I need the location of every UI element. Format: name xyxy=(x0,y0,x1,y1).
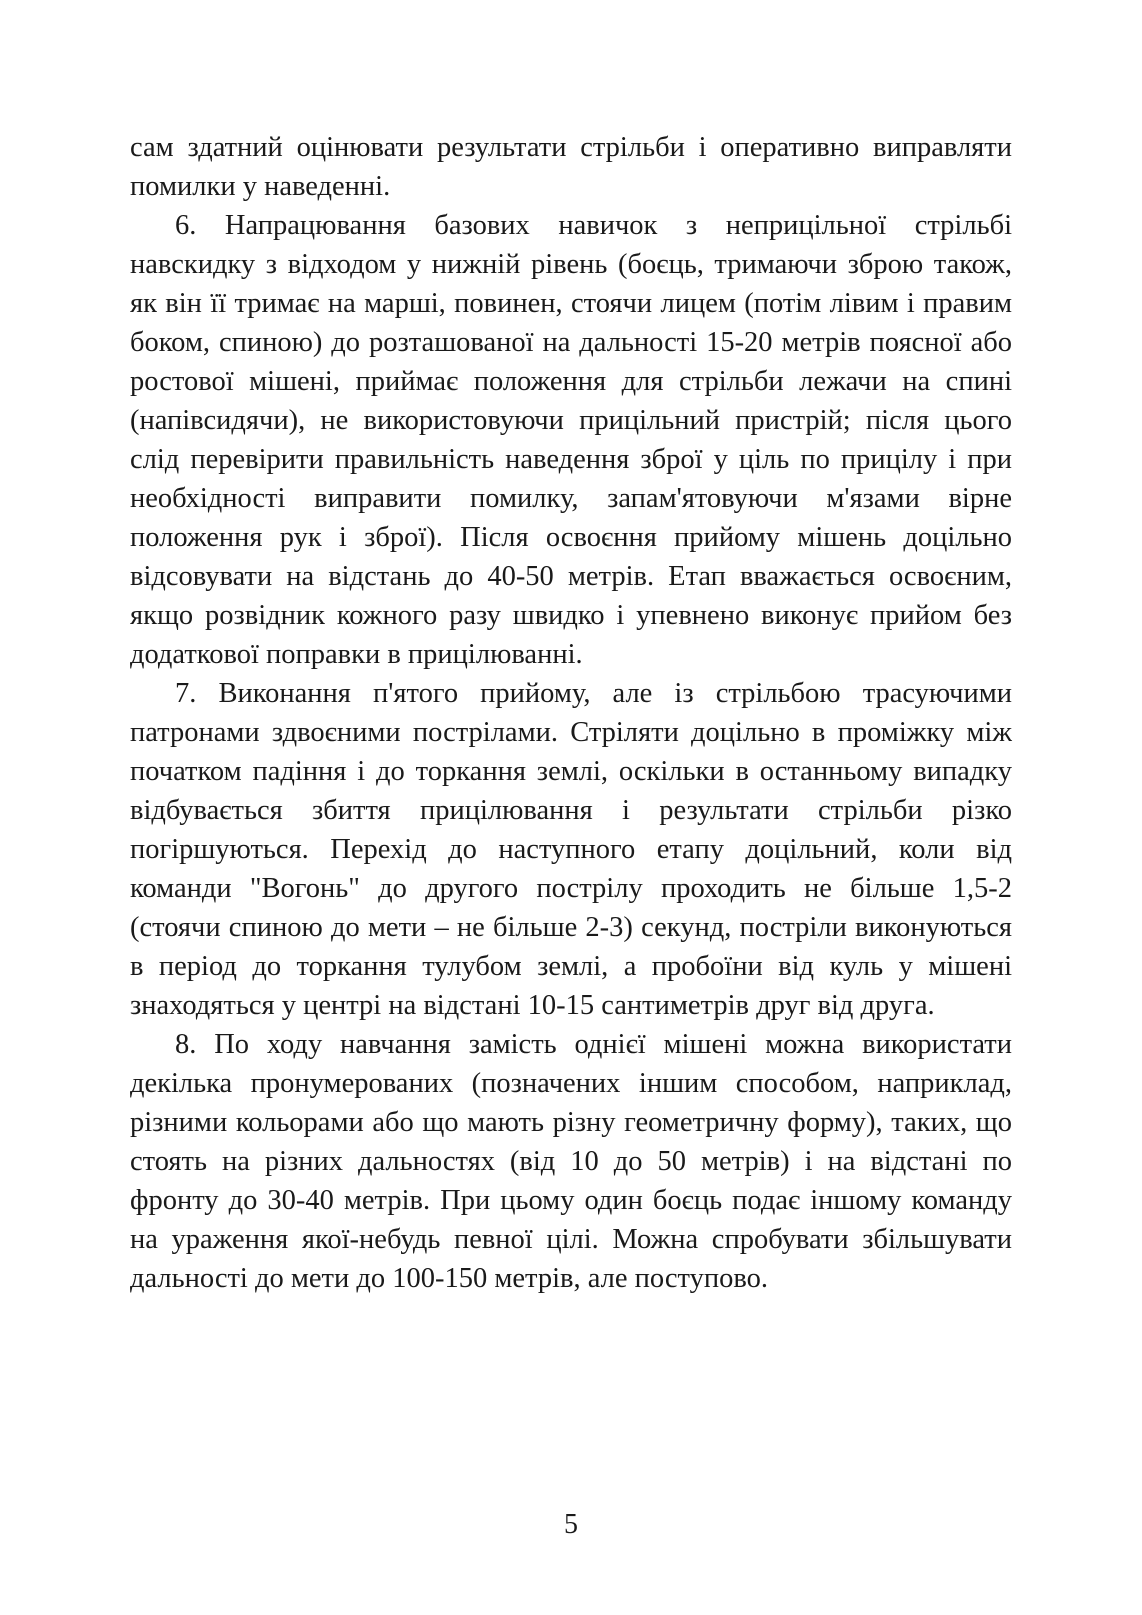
paragraph-item-8: 8. По ходу навчання замість однієї мішені можна використати декілька пронумерованих (позначених іншим способом, наприклад, різними кольорами або що мають різну геометричну форму), таких, що стоять на різних дальностях (від 10 до 50 метрів) і на відстані по фронту до 30-40 метрів. При цьому один боєць подає іншому команду на ураження якої-небудь певної цілі. Можна спробувати збільшувати дальності до мети до 100-150 метрів, але поступово. xyxy=(130,1029,1012,1294)
body-text xyxy=(130,128,1012,1298)
page-number: 5 xyxy=(564,1509,578,1540)
paragraph-item-7: 7. Виконання п'ятого прийому, але із стрільбою трасуючими патронами здвоєними пострілами. Стріляти доцільно в проміжку між початком падіння і до торкання землі, оскільки в останньому випадку відбувається збиття прицілювання і результати стрільби різко погіршуються. Перехід до наступного етапу доцільний, коли від команди "Вогонь" до другого пострілу проходить не більше 1,5-2 (стоячи спиною до мети – не більше 2-3) секунд, постріли виконуються в період до торкання тулубом землі, а пробоїни від куль у мішені знаходяться у центрі на відстані 10-15 сантиметрів друг від друга. xyxy=(130,678,1012,1021)
paragraph-item-6: 6. Напрацювання базових навичок з неприцільної стрільбі навскидку з відходом у нижній рівень (боєць, тримаючи зброю також, як він її тримає на марші, повинен, стоячи лицем (потім лівим і правим боком, спиною) до розташованої на дальності 15-20 метрів поясної або ростової мішені, приймає положення для стрільби лежачи на спині (напівсидячи), не використовуючи прицільний пристрій; після цього слід перевірити правильність наведення зброї у ціль по прицілу і при необхідності виправити помилку, запам'ятовуючи м'язами вірне положення рук і зброї). Після освоєння прийому мішень доцільно відсовувати на відстань до 40-50 метрів. Етап вважається освоєним, якщо розвідник кожного разу швидко і упевнено виконує прийом без додаткової поправки в прицілюванні. xyxy=(130,210,1012,670)
paragraph-continued: сам здатний оцінювати результати стрільби і оперативно виправляти помилки у наведенні. xyxy=(130,132,1012,202)
